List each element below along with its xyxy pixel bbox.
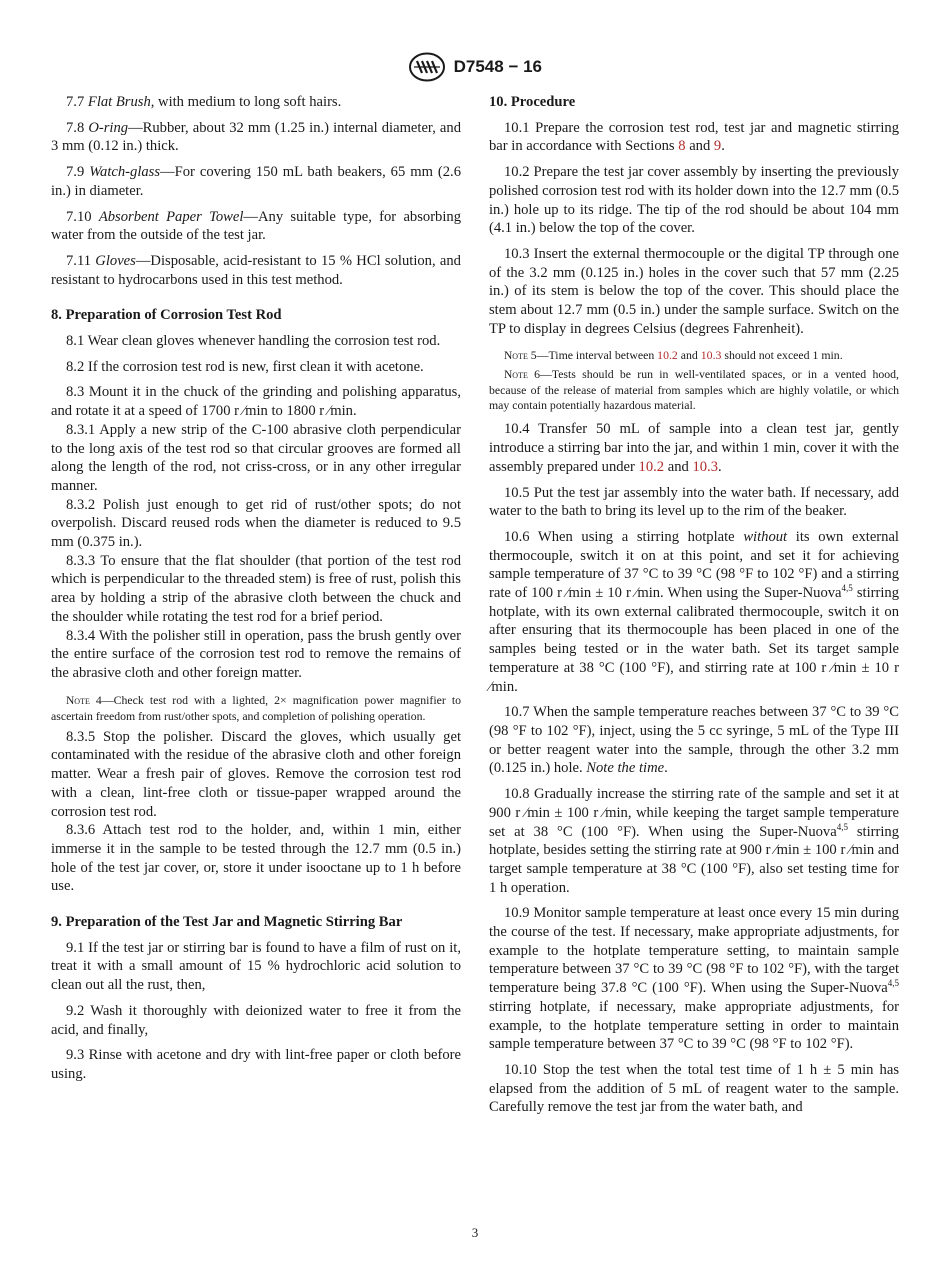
section-8-3-3: 8.3.3 To ensure that the flat shoulder (that portion of the test rod which is perpendicular to the threaded stem) is free of rust, polish this area by holding a strip of the abrasive cloth between the chuck and the shoulder while rotating the test rod for a brief period. bbox=[51, 552, 461, 625]
section-7-11: 7.11 Gloves—Disposable, acid-resistant to 15 % HCl solution, and resistant to hydrocarbons used in this test method. bbox=[51, 252, 461, 288]
section-10-8: 10.8 Gradually increase the stirring rate of the sample and set it at 900 r ⁄min ± 100 r ⁄min, while keeping the target sample temperature set at 38 °C (100 °F). When using the Super-Nuova$^{4,5}$ stirring hotplate, besides setting the stirring rate at 900 r ⁄min ± 100 r ⁄min and target sample temperature at 38 °C (100 °F), also set testing time for 1 h operation. bbox=[489, 786, 900, 896]
section-7-10: 7.10 Absorbent Paper Towel—Any suitable type, for absorbing water from the outside of the test jar. bbox=[51, 208, 462, 244]
note-4: Note 4—Check test rod with a lighted, 2× magnification power magnifier to ascertain freedom from rust/other spots, and completion of polishing operation. bbox=[51, 692, 461, 723]
heading-section-9: 9. Preparation of the Test Jar and Magnetic Stirring Bar bbox=[51, 914, 403, 931]
section-8-1: 8.1 Wear clean gloves whenever handling the corrosion test rod. bbox=[66, 333, 441, 350]
section-8-3-2: 8.3.2 Polish just enough to get rid of rust/other spots; do not overpolish. Discard reused rods when the diameter is reduced to 9.5 mm (0.375 in.). bbox=[51, 496, 461, 551]
note-6: Note 6—Tests should be run in well-ventilated spaces, or in a vented hood, because of the release of material from samples which are highly volatile, or which may contain potentially hazardous material. bbox=[489, 367, 899, 413]
section-10-4: 10.4 Transfer 50 mL of sample into a clean test jar, gently introduce a stirring bar into the jar, and within 1 min, cover it with the assembly prepared under 10.2 and 10.3. bbox=[489, 421, 899, 475]
section-8-3: 8.3 Mount it in the chuck of the grinding and polishing apparatus, and rotate it at a speed of 1700 r ⁄min to 1800 r ⁄min. bbox=[51, 384, 461, 420]
section-9-1: 9.1 If the test jar or stirring bar is found to have a film of rust on it, treat it with a small amount of 15 % hydrochloric acid solution to clean out all the rust, then, bbox=[51, 939, 461, 994]
section-8-2: 8.2 If the corrosion test rod is new, first clean it with acetone. bbox=[66, 358, 424, 375]
section-10-6: 10.6 When using a stirring hotplate without its own external thermocouple, switch it on at this point, and set it for achieving sample temperature of 37 °C to 39 °C (98 °F to 102 °F) and a stirring rate of 100 r ⁄min ± 10 r ⁄min. When using the Super-Nuova$^{4,5}$ stirring hotplate, with its own external calibrated thermocouple, switch it on after ensuring that its thermocouple has been placed in one of the samples being tested or in the water bath. Set its target sample temperature at 38 °C (100 °F), and stirring rate at 100 r ⁄min ± 10 r ⁄min. bbox=[489, 528, 899, 695]
section-10-9: 10.9 Monitor sample temperature at least once every 15 min during the course of the test. If necessary, make appropriate adjustments, for example to the hotplate temperature setting, to maintain sample temperature between 37 °C to 39 °C (98 °F to 102 °F), with the target temperature being 37.8 °C (100 °F). When using the Super-Nuova$^{4,5}$ stirring hotplate, if necessary, make appropriate adjustments, for example, to the hotplate temperature setting in order to maintain sample temperature between 37 °C to 39 °C (98 °F to 102 °F). bbox=[489, 905, 899, 1053]
section-7-7: 7.7 Flat Brush, with medium to long soft hairs. bbox=[66, 94, 342, 110]
section-10-2: 10.2 Prepare the test jar cover assembly by inserting the previously polished corrosion test rod with its holder down into the 12.7 mm (0.5 in.) hole up to its ridge. The tip of the rod should be about 104 mm (4.1 in.) below the top of the cover. bbox=[489, 164, 899, 237]
section-10-1: 10.1 Prepare the corrosion test rod, test jar and magnetic stirring bar in accordance with Sections 8 and 9. bbox=[489, 119, 899, 155]
section-8-3-6: 8.3.6 Attach test rod to the holder, and, within 1 min, either immerse it in the sample to be tested through the 12.7 mm (0.5 in.) hole of the test jar cover, or, store it under isooctane up to 1 h before use. bbox=[51, 822, 461, 895]
left-column bbox=[51, 93, 461, 1084]
note-5: Note 5—Time interval between 10.2 and 10.3 should not exceed 1 min. bbox=[504, 348, 843, 363]
link-10-3[interactable]: 10.3 bbox=[700, 348, 722, 363]
section-10-3: 10.3 Insert the external thermocouple or the digital TP through one of the 3.2 mm (0.125 in.) holes in the cover such that 57 mm (2.25 in.) of its stem is below the top of the cover. This should place the stem about 12.7 mm (0.5 in.) under the sample surface. Switch on the TP to display in degrees Celsius (degrees Fahrenheit). bbox=[489, 245, 899, 337]
right-column bbox=[489, 93, 899, 1117]
section-8-3-1: 8.3.1 Apply a new strip of the C-100 abrasive cloth perpendicular to the long axis of the test rod so that circular grooves are formed all along the length of the rod, not criss-cross, or in any other irregular manner. bbox=[51, 421, 461, 494]
heading-section-10: 10. Procedure bbox=[489, 94, 576, 110]
link-10-2[interactable]: 10.2 bbox=[638, 458, 665, 475]
link-10-3[interactable]: 10.3 bbox=[692, 458, 718, 475]
section-10-10: 10.10 Stop the test when the total test time of 1 h ± 5 min has elapsed from the addition of 5 mL of reagent water to the sample. Carefully remove the test jar from the water bath, and bbox=[489, 1061, 899, 1116]
heading-section-8: 8. Preparation of Corrosion Test Rod bbox=[51, 307, 282, 324]
section-9-3: 9.3 Rinse with acetone and dry with lint-free paper or cloth before using. bbox=[51, 1047, 461, 1082]
section-8-3-4: 8.3.4 With the polisher still in operation, pass the brush gently over the entire surface of the corrosion test rod to remove the remains of the abrasive cloth and other foreign matter. bbox=[51, 627, 461, 681]
link-section-9[interactable]: 9 bbox=[713, 138, 722, 155]
link-10-2[interactable]: 10.2 bbox=[657, 348, 678, 363]
section-7-9: 7.9 Watch-glass—For covering 150 mL bath beakers, 65 mm (2.6 in.) in diameter. bbox=[51, 164, 461, 199]
standard-designation: D7548 − 16 bbox=[453, 56, 543, 76]
section-8-3-5: 8.3.5 Stop the polisher. Discard the gloves, which usually get contaminated with the residue of the abrasive cloth and other foreign matter. Wear a fresh pair of gloves. Remove the corrosion test rod with a clean, lint-free cloth or tissue-paper wrapped around the corrosion test rod. bbox=[51, 728, 461, 820]
section-10-7: 10.7 When the sample temperature reaches between 37 °C to 39 °C (98 °F to 102 °F), inject, using the 5 cc syringe, 5 mL of the Type III or better reagent water into the sample, through the other 3.2 mm (0.125 in.) hole. Note the time. bbox=[489, 704, 899, 777]
section-7-8: 7.8 O-ring—Rubber, about 32 mm (1.25 in.) internal diameter, and 3 mm (0.12 in.) thick. bbox=[51, 119, 461, 155]
astm-logo-icon bbox=[408, 52, 446, 82]
section-10-5: 10.5 Put the test jar assembly into the water bath. If necessary, add water to the bath to bring its level up to the rim of the beaker. bbox=[489, 484, 899, 520]
page-header bbox=[0, 52, 950, 82]
page-number: 3 bbox=[471, 1225, 479, 1240]
section-9-2: 9.2 Wash it thoroughly with deionized water to free it from the acid, and finally, bbox=[51, 1002, 461, 1038]
link-section-8[interactable]: 8 bbox=[678, 138, 686, 155]
